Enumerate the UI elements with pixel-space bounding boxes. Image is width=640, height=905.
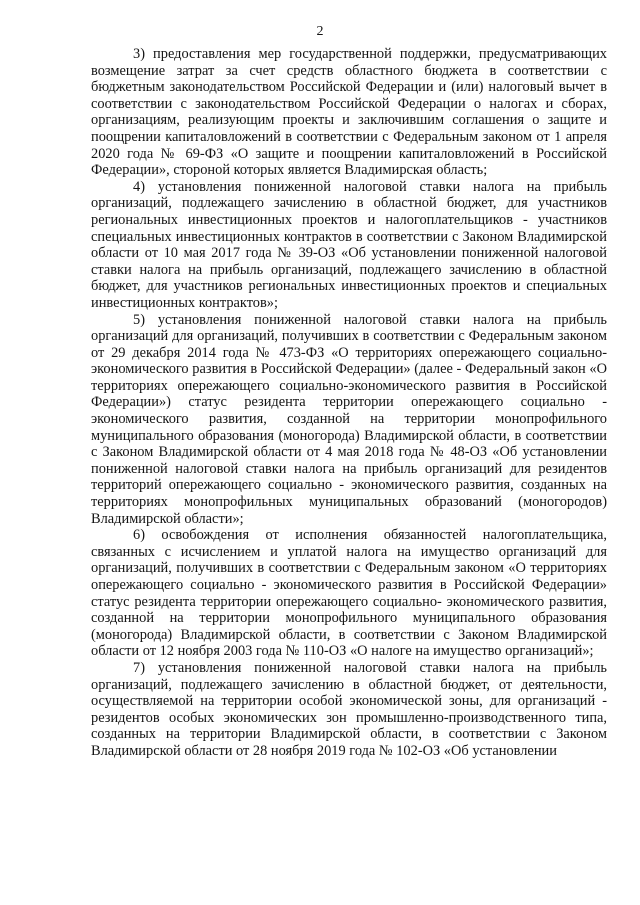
document-body: [91, 46, 607, 760]
paragraph-item-3: 3) предоставления мер государственной поддержки, предусматривающих возмещение затрат за счет средств областного бюджета в соответствии с бюджетным законодательством Российской Федерации и (или) налоговый вычет в соответствии с законодательством Российской Федерации о налогах и сборах, организациям, реализующим проекты и заключившим соглашения о защите и поощрении капиталовложений в соответствии с Федеральным законом от 1 апреля 2020 года № 69-ФЗ «О защите и поощрении капиталовложений в Российской Федерации», стороной которых является Владимирская область;: [91, 46, 607, 179]
paragraph-item-5: 5) установления пониженной налоговой ставки налога на прибыль организаций для организаций, получивших в соответствии с Федеральным законом от 29 декабря 2014 года № 473-ФЗ «О территориях опережающего социально-экономического развития в Российской Федерации» (далее - Федеральный закон «О территориях опережающего социально-экономического развития в Российской Федерации») статус резидента территории опережающего социально - экономического развития, созданной на территории монопрофильного муниципального образования (моногорода) Владимирской области, в соответствии с Законом Владимирской области от 4 мая 2018 года № 48-ОЗ «Об установлении пониженной налоговой ставки налога на прибыль организаций для резидентов территорий опережающего социально - экономического развития, созданных на территориях монопрофильных муниципальных образований (моногородов) Владимирской области»;: [91, 311, 607, 527]
page-number: 2: [316, 24, 324, 39]
paragraph-item-4: 4) установления пониженной налоговой ставки налога на прибыль организаций, подлежащего зачислению в областной бюджет, для участников региональных инвестиционных проектов и налогоплательщиков - участников специальных инвестиционных контрактов в соответствии с Законом Владимирской области от 10 мая 2017 года № 39-ОЗ «Об установлении пониженной налоговой ставки налога на прибыль организаций, подлежащего зачислению в областной бюджет, для участников региональных инвестиционных проектов и специальных инвестиционных контрактов»;: [91, 178, 607, 311]
paragraph-item-7: 7) установления пониженной налоговой ставки налога на прибыль организаций, подлежащего зачислению в областной бюджет, от деятельности, осуществляемой на территории особой экономической зоны, для организаций - резидентов особых экономических зон промышленно-производственного типа, созданных на территории Владимирской области, в соответствии с Законом Владимирской области от 28 ноября 2019 года № 102-ОЗ «Об установлении: [91, 659, 607, 759]
paragraph-item-6: 6) освобождения от исполнения обязанностей налогоплательщика, связанных с исчислением и уплатой налога на имущество организаций для организаций, получивших в соответствии с Федеральным законом «О территориях опережающего социально - экономического развития в Российской Федерации» статус резидента территории опережающего социально- экономического развития, созданной на территории монопрофильного муниципального образования (моногорода) Владимирской области, в соответствии с Законом Владимирской области от 12 ноября 2003 года № 110-ОЗ «О налоге на имущество организаций»;: [91, 527, 607, 660]
